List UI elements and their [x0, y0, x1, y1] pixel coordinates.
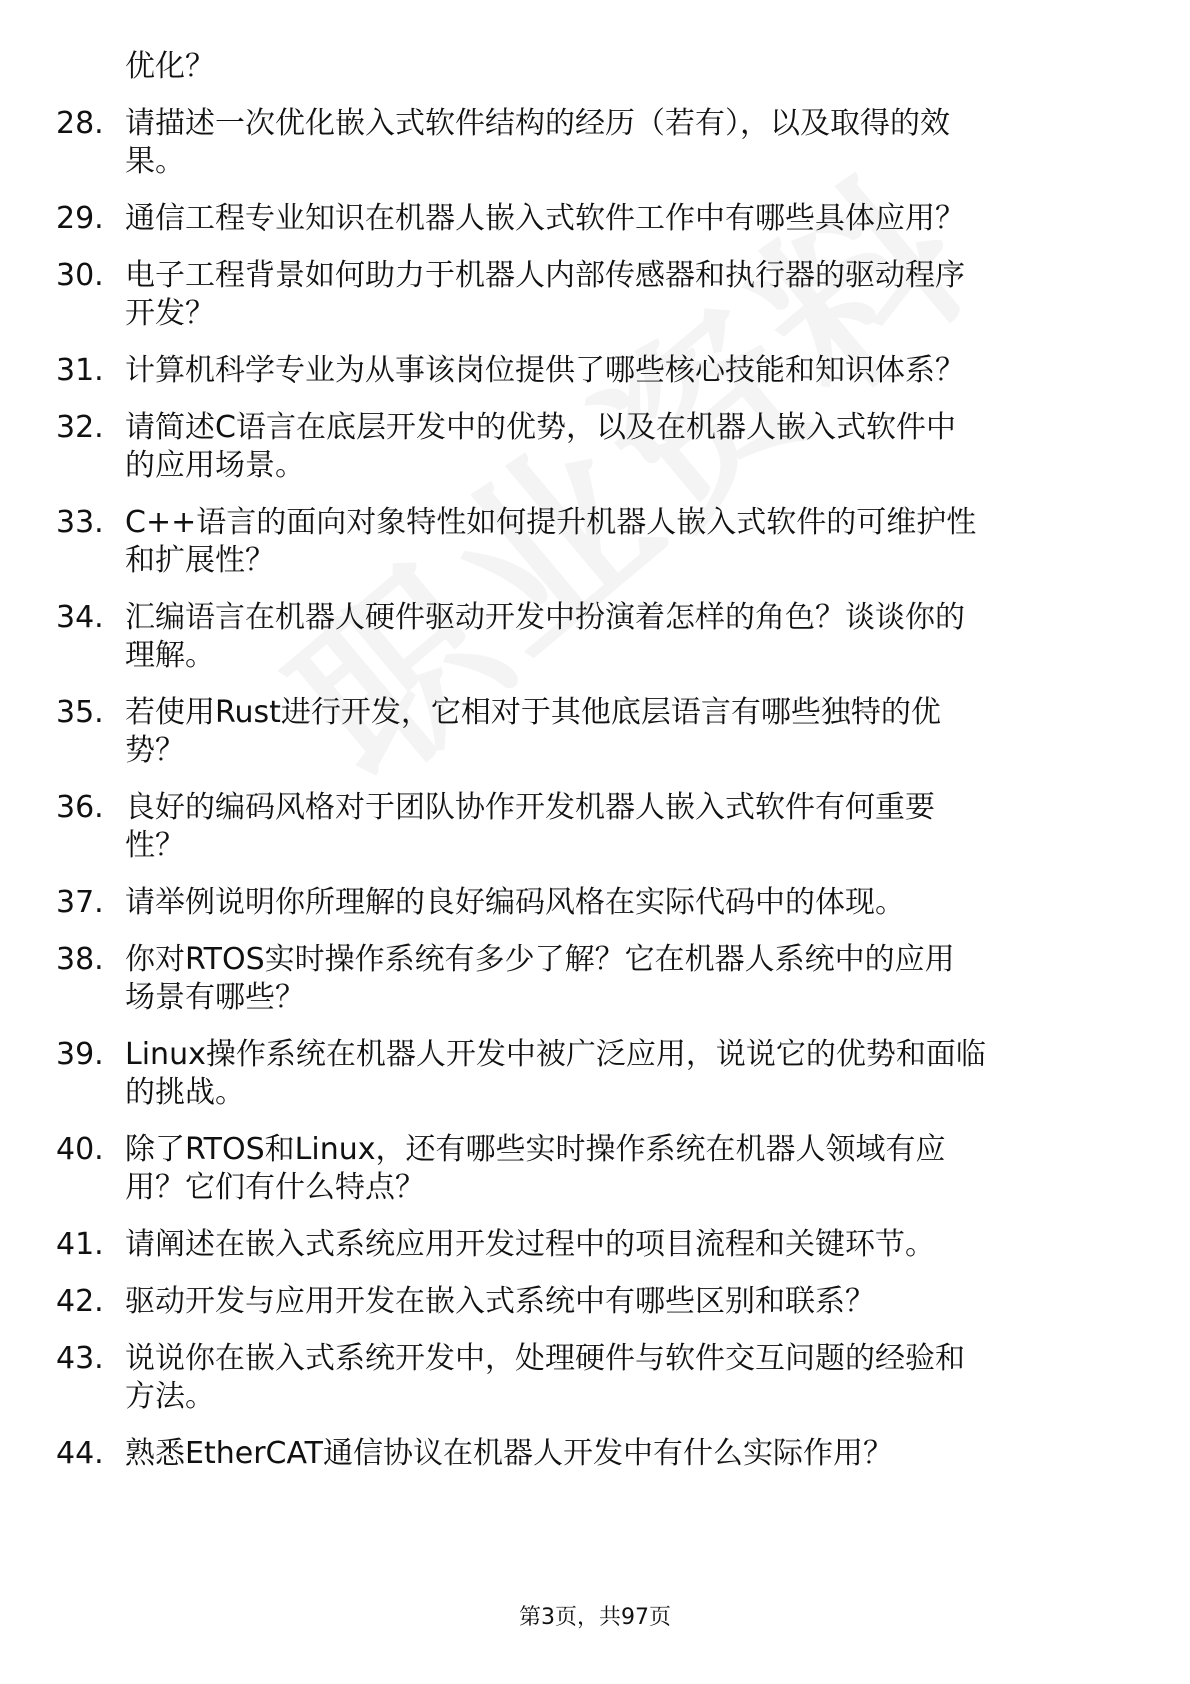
- question-number: 37.: [56, 885, 104, 920]
- question-line: 的应用场景。: [125, 448, 305, 483]
- question-text: [125, 1226, 1125, 1264]
- question-text: [125, 352, 1125, 390]
- question-line: 通信工程专业知识在机器人嵌入式软件工作中有哪些具体应用？: [125, 201, 965, 236]
- question-line: 方法。: [125, 1379, 215, 1414]
- question-line: 你对RTOS实时操作系统有多少了解？它在机器人系统中的应用: [125, 942, 955, 977]
- question-text: [125, 1283, 1125, 1321]
- question-line: 的挑战。: [125, 1075, 245, 1110]
- question-line: 性？: [125, 828, 185, 863]
- question-line: 请阐述在嵌入式系统应用开发过程中的项目流程和关键环节。: [125, 1227, 935, 1262]
- question-line: 说说你在嵌入式系统开发中，处理硬件与软件交互问题的经验和: [125, 1341, 965, 1376]
- question-text: [125, 200, 1125, 238]
- question-line: C++语言的面向对象特性如何提升机器人嵌入式软件的可维护性: [125, 505, 977, 540]
- question-number: 29.: [56, 201, 104, 236]
- question-number: 35.: [56, 695, 104, 730]
- continuation-lines: [125, 48, 1125, 86]
- question-line: 除了RTOS和Linux，还有哪些实时操作系统在机器人领域有应: [125, 1132, 946, 1167]
- question-line: 计算机科学专业为从事该岗位提供了哪些核心技能和知识体系？: [125, 353, 965, 388]
- question-text: [125, 884, 1125, 922]
- question-number: 28.: [56, 106, 104, 141]
- question-number: 36.: [56, 790, 104, 825]
- question-line: Linux操作系统在机器人开发中被广泛应用，说说它的优势和面临: [125, 1037, 986, 1072]
- question-text: [125, 409, 1125, 485]
- question-line: 果。: [125, 144, 185, 179]
- question-number: 33.: [56, 505, 104, 540]
- question-number: 34.: [56, 600, 104, 635]
- question-line: 理解。: [125, 638, 215, 673]
- question-line: 汇编语言在机器人硬件驱动开发中扮演着怎样的角色？谈谈你的: [125, 600, 965, 635]
- question-line: 用？它们有什么特点？: [125, 1170, 425, 1205]
- question-text: [125, 105, 1125, 181]
- question-line: 和扩展性？: [125, 543, 275, 578]
- question-line: 熟悉EtherCAT通信协议在机器人开发中有什么实际作用？: [125, 1436, 893, 1471]
- question-line: 驱动开发与应用开发在嵌入式系统中有哪些区别和联系？: [125, 1284, 875, 1319]
- question-line: 开发？: [125, 296, 215, 331]
- question-number: 30.: [56, 258, 104, 293]
- question-number: 32.: [56, 410, 104, 445]
- question-text: [125, 1435, 1125, 1473]
- question-number: 31.: [56, 353, 104, 388]
- question-line: 势？: [125, 733, 185, 768]
- question-number: 40.: [56, 1132, 104, 1167]
- question-number: 41.: [56, 1227, 104, 1262]
- question-number: 44.: [56, 1436, 104, 1471]
- question-line: 请举例说明你所理解的良好编码风格在实际代码中的体现。: [125, 885, 905, 920]
- question-line: 良好的编码风格对于团队协作开发机器人嵌入式软件有何重要: [125, 790, 935, 825]
- page-footer: 第3页，共97页: [519, 1605, 671, 1630]
- question-number: 39.: [56, 1037, 104, 1072]
- question-text: [125, 1340, 1125, 1416]
- question-text: [125, 599, 1125, 675]
- question-line: 场景有哪些？: [125, 980, 305, 1015]
- question-line: 电子工程背景如何助力于机器人内部传感器和执行器的驱动程序: [125, 258, 965, 293]
- question-line: 若使用Rust进行开发，它相对于其他底层语言有哪些独特的优: [125, 695, 941, 730]
- question-line: 请简述C语言在底层开发中的优势，以及在机器人嵌入式软件中: [125, 410, 956, 445]
- question-text: [125, 941, 1125, 1017]
- question-line: 请描述一次优化嵌入式软件结构的经历（若有），以及取得的效: [125, 106, 950, 141]
- question-text: [125, 504, 1125, 580]
- question-number: 38.: [56, 942, 104, 977]
- question-text: [125, 1131, 1125, 1207]
- question-text: [125, 694, 1125, 770]
- continuation-line: 优化？: [125, 49, 215, 84]
- question-text: [125, 257, 1125, 333]
- question-number: 42.: [56, 1284, 104, 1319]
- question-text: [125, 1036, 1125, 1112]
- question-text: [125, 789, 1125, 865]
- question-number: 43.: [56, 1341, 104, 1376]
